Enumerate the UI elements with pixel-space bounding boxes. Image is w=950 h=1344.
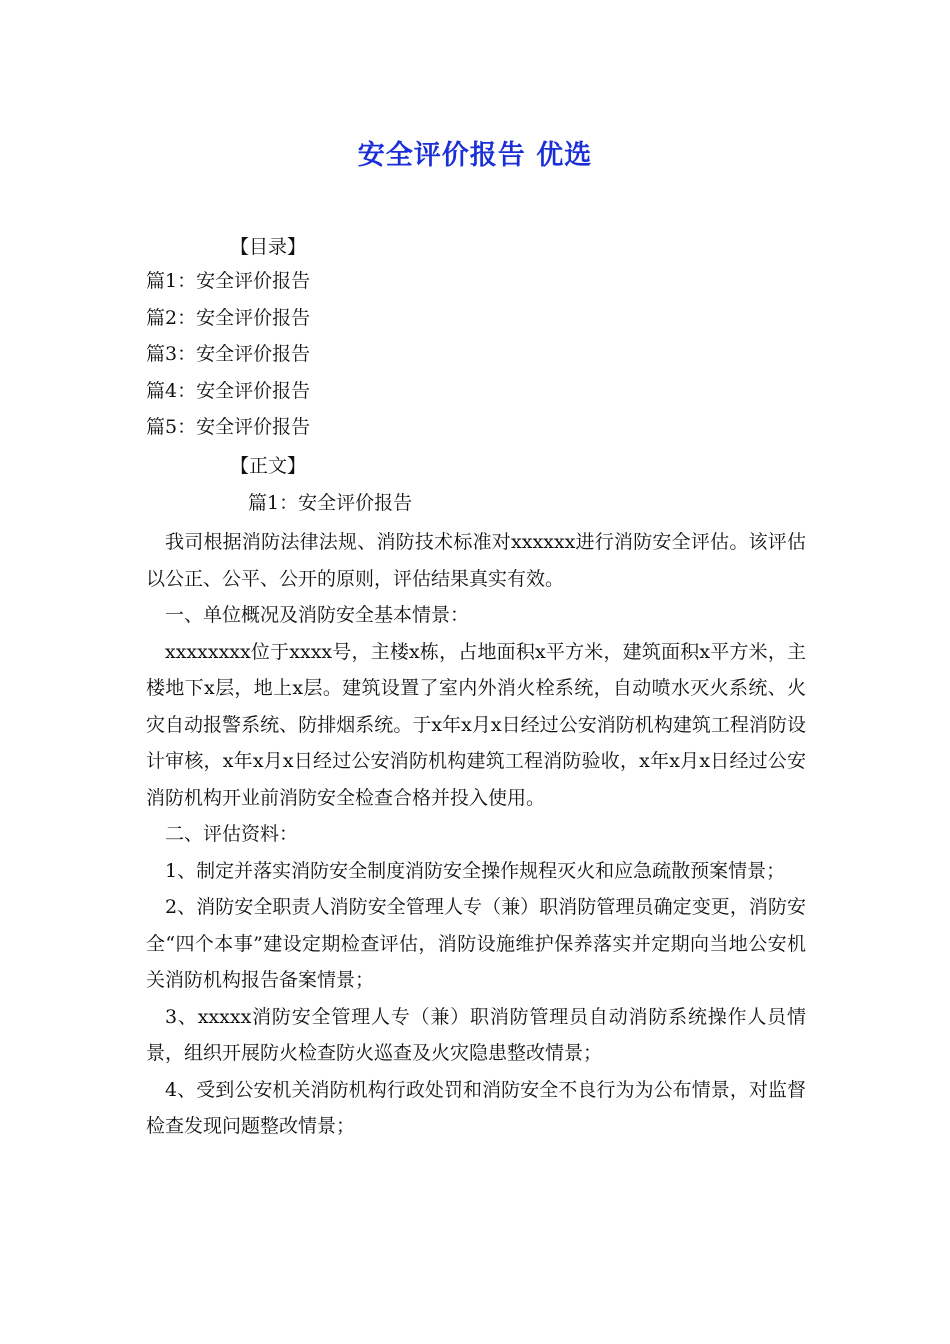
section-heading-2: 二、评估资料： [165, 823, 299, 845]
list-item: 1、制定并落实消防安全制度消防安全操作规程灭火和应急疏散预案情景； [165, 859, 786, 882]
article-title: 篇1：安全评价报告 [248, 492, 413, 514]
document-title: 安全评价报告 优选 [357, 140, 593, 171]
toc-heading: 【目录】 [230, 236, 307, 258]
section-heading-1: 一、单位概况及消防安全基本情景： [165, 604, 470, 626]
toc-item: 篇4：安全评价报告 [146, 379, 311, 402]
paragraph-overview: xxxxxxxx位于xxxx号，主楼x栋，占地面积x平方米，建筑面积x平方米，主楼地下x层，地上x层。建筑设置了室内外消火栓系统，自动喷水灭火系统、火灾自动报警系统、防排烟系统。于x年x月x日经过公安消防机构建筑工程消防设计审核，x年x月x日经过公安消防机构建筑工程消防验收，x年x月x日经过公安消防机构开业前消防安全检查合格并投入使用。 [146, 640, 806, 809]
toc-item: 篇5：安全评价报告 [146, 416, 311, 438]
list-item: 4、受到公安机关消防机构行政处罚和消防安全不良行为为公布情景，对监督检查发现问题整改情景； [146, 1078, 806, 1137]
toc-item: 篇3：安全评价报告 [146, 343, 311, 365]
toc-list [146, 268, 310, 451]
body-heading: 【正文】 [230, 455, 307, 477]
list-item: 3、xxxxx消防安全管理人专（兼）职消防管理员自动消防系统操作人员情景，组织开展防火检查防火巡查及火灾隐患整改情景； [146, 1005, 806, 1064]
toc-item: 篇2：安全评价报告 [146, 306, 311, 329]
article-content [146, 524, 806, 1145]
paragraph-intro: 我司根据消防法律法规、消防技术标准对xxxxxx进行消防安全评估。该评估以公正、公平、公开的原则，评估结果真实有效。 [146, 531, 806, 590]
list-item: 2、消防安全职责人消防安全管理人专（兼）职消防管理员确定变更，消防安全“四个本事”建设定期检查评估，消防设施维护保养落实并定期向当地公安机关消防机构报告备案情景； [146, 896, 806, 991]
toc-item: 篇1：安全评价报告 [146, 270, 311, 292]
